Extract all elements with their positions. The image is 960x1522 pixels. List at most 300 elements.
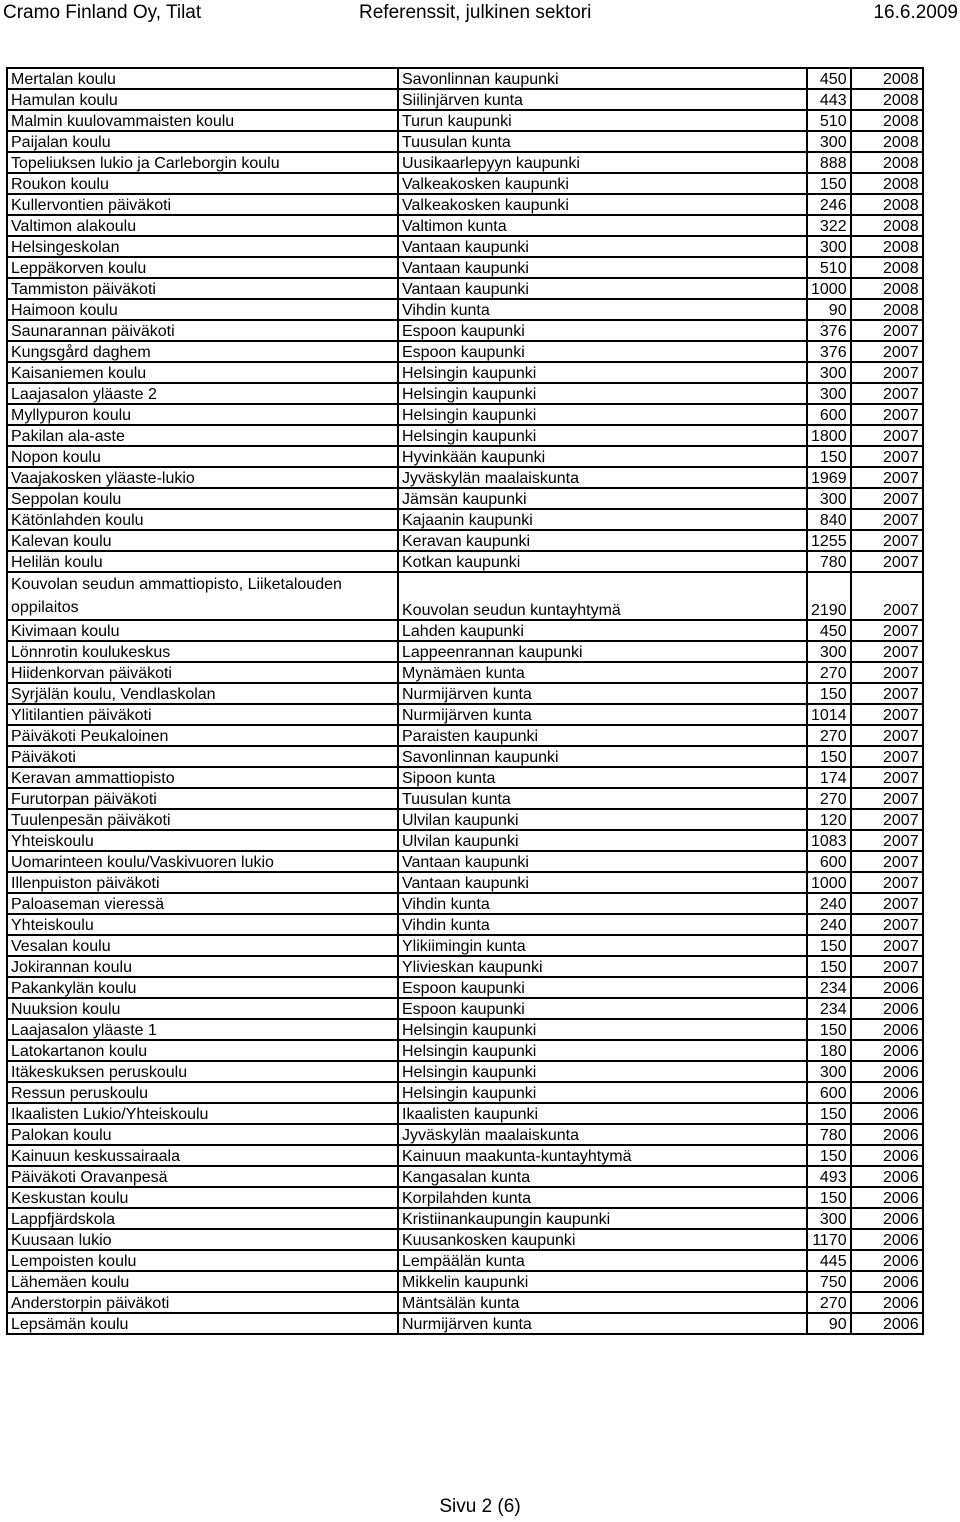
cell-year: 2007 (851, 788, 923, 809)
cell-project-name: Päiväkoti Peukaloinen (7, 725, 398, 746)
cell-size: 300 (807, 1061, 851, 1082)
cell-project-name: Paloaseman vieressä (7, 893, 398, 914)
cell-year: 2006 (851, 1019, 923, 1040)
cell-year: 2006 (851, 1313, 923, 1334)
table-row (7, 173, 923, 194)
cell-client: Helsingin kaupunki (398, 1061, 807, 1082)
cell-client: Savonlinnan kaupunki (398, 68, 807, 89)
cell-client: Ulvilan kaupunki (398, 809, 807, 830)
table-row (7, 383, 923, 404)
table-row (7, 956, 923, 977)
cell-client: Lappeenrannan kaupunki (398, 641, 807, 662)
table-row (7, 1271, 923, 1292)
cell-size: 1014 (807, 704, 851, 725)
table-row (7, 704, 923, 725)
references-table-body (7, 68, 923, 1334)
cell-project-name-line: Kouvolan seudun ammattiopisto, Liiketalouden (11, 576, 342, 593)
cell-client: Kotkan kaupunki (398, 551, 807, 572)
cell-year: 2007 (851, 425, 923, 446)
cell-year: 2006 (851, 998, 923, 1019)
cell-size: 600 (807, 851, 851, 872)
cell-year: 2006 (851, 1208, 923, 1229)
cell-project-name: Yhteiskoulu (7, 830, 398, 851)
cell-client: Vihdin kunta (398, 914, 807, 935)
table-row (7, 404, 923, 425)
cell-size: 1800 (807, 425, 851, 446)
cell-size: 150 (807, 446, 851, 467)
table-row (7, 641, 923, 662)
cell-project-name: Laajasalon yläaste 1 (7, 1019, 398, 1040)
cell-year: 2007 (851, 725, 923, 746)
cell-size: 270 (807, 788, 851, 809)
cell-client: Tuusulan kunta (398, 788, 807, 809)
cell-size: 780 (807, 1124, 851, 1145)
cell-client: Keravan kaupunki (398, 530, 807, 551)
cell-year: 2007 (851, 320, 923, 341)
cell-client: Mäntsälän kunta (398, 1292, 807, 1313)
cell-project-name: Kainuun keskussairaala (7, 1145, 398, 1166)
cell-project-name: Helilän koulu (7, 551, 398, 572)
table-row (7, 1229, 923, 1250)
cell-client: Helsingin kaupunki (398, 362, 807, 383)
cell-client: Lempäälän kunta (398, 1250, 807, 1271)
cell-size: 150 (807, 1145, 851, 1166)
table-row (7, 509, 923, 530)
cell-size: 450 (807, 68, 851, 89)
table-row (7, 152, 923, 173)
table-row (7, 467, 923, 488)
table-row (7, 1019, 923, 1040)
cell-project-name: Leppäkorven koulu (7, 257, 398, 278)
cell-size: 150 (807, 173, 851, 194)
cell-project-name: Helsingeskolan (7, 236, 398, 257)
cell-size: 180 (807, 1040, 851, 1061)
cell-size: 174 (807, 767, 851, 788)
cell-client: Espoon kaupunki (398, 977, 807, 998)
table-row (7, 788, 923, 809)
cell-client: Uusikaarlepyyn kaupunki (398, 152, 807, 173)
cell-client: Ikaalisten kaupunki (398, 1103, 807, 1124)
cell-project-name: Nuuksion koulu (7, 998, 398, 1019)
cell-size: 300 (807, 383, 851, 404)
cell-size: 240 (807, 893, 851, 914)
header-section: Referenssit, julkinen sektori (359, 2, 592, 23)
cell-year: 2007 (851, 767, 923, 788)
table-row (7, 767, 923, 788)
table-row (7, 830, 923, 851)
cell-year: 2007 (851, 446, 923, 467)
cell-project-name: Kullervontien päiväkoti (7, 194, 398, 215)
cell-size: 1083 (807, 830, 851, 851)
cell-project-name: Topeliuksen lukio ja Carleborgin koulu (7, 152, 398, 173)
cell-project-name: Seppolan koulu (7, 488, 398, 509)
cell-size: 150 (807, 956, 851, 977)
cell-size: 322 (807, 215, 851, 236)
cell-project-name: Lempoisten koulu (7, 1250, 398, 1271)
cell-client: Helsingin kaupunki (398, 404, 807, 425)
table-row (7, 446, 923, 467)
cell-size: 450 (807, 620, 851, 641)
table-row (7, 809, 923, 830)
cell-project-name: Lepsämän koulu (7, 1313, 398, 1334)
table-row (7, 872, 923, 893)
table-row (7, 68, 923, 89)
cell-client: Valkeakosken kaupunki (398, 173, 807, 194)
cell-size: 240 (807, 914, 851, 935)
cell-client: Helsingin kaupunki (398, 1019, 807, 1040)
cell-year: 2006 (851, 1229, 923, 1250)
table-row (7, 257, 923, 278)
cell-project-name: Vesalan koulu (7, 935, 398, 956)
cell-project-name: Keskustan koulu (7, 1187, 398, 1208)
cell-client: Jyväskylän maalaiskunta (398, 467, 807, 488)
cell-year: 2006 (851, 1145, 923, 1166)
table-row (7, 551, 923, 572)
cell-year: 2007 (851, 956, 923, 977)
cell-size: 300 (807, 236, 851, 257)
cell-size: 150 (807, 1187, 851, 1208)
cell-project-name: Tammiston päiväkoti (7, 278, 398, 299)
cell-client: Nurmijärven kunta (398, 1313, 807, 1334)
cell-project-name: Pakilan ala-aste (7, 425, 398, 446)
table-row (7, 362, 923, 383)
cell-client: Helsingin kaupunki (398, 1082, 807, 1103)
cell-year: 2008 (851, 173, 923, 194)
table-row (7, 851, 923, 872)
cell-size: 600 (807, 404, 851, 425)
cell-size: 443 (807, 89, 851, 110)
cell-client: Savonlinnan kaupunki (398, 746, 807, 767)
cell-year: 2006 (851, 1124, 923, 1145)
table-row (7, 320, 923, 341)
table-row (7, 1292, 923, 1313)
cell-project-name: Hamulan koulu (7, 89, 398, 110)
cell-size: 1255 (807, 530, 851, 551)
cell-size: 300 (807, 1208, 851, 1229)
cell-year: 2006 (851, 1166, 923, 1187)
cell-client: Kouvolan seudun kuntayhtymä (398, 572, 807, 620)
cell-client: Jyväskylän maalaiskunta (398, 1124, 807, 1145)
cell-size: 1000 (807, 278, 851, 299)
cell-size: 90 (807, 299, 851, 320)
cell-size: 270 (807, 725, 851, 746)
table-row (7, 194, 923, 215)
table-row (7, 1208, 923, 1229)
cell-year: 2008 (851, 236, 923, 257)
cell-year: 2007 (851, 341, 923, 362)
cell-project-name: Laajasalon yläaste 2 (7, 383, 398, 404)
cell-year: 2006 (851, 1061, 923, 1082)
cell-size: 234 (807, 998, 851, 1019)
cell-project-name: Kätönlahden koulu (7, 509, 398, 530)
cell-project-name: Mertalan koulu (7, 68, 398, 89)
cell-year: 2008 (851, 131, 923, 152)
cell-size: 300 (807, 131, 851, 152)
cell-size: 510 (807, 110, 851, 131)
table-row (7, 215, 923, 236)
table-row (7, 236, 923, 257)
cell-year: 2007 (851, 620, 923, 641)
cell-size: 1969 (807, 467, 851, 488)
cell-project-name: Malmin kuulovammaisten koulu (7, 110, 398, 131)
cell-project-name: Itäkeskuksen peruskoulu (7, 1061, 398, 1082)
cell-year: 2008 (851, 89, 923, 110)
cell-size: 120 (807, 809, 851, 830)
cell-project-name: Lappfjärdskola (7, 1208, 398, 1229)
cell-year: 2008 (851, 278, 923, 299)
cell-client: Korpilahden kunta (398, 1187, 807, 1208)
cell-project-name: Myllypuron koulu (7, 404, 398, 425)
table-row (7, 572, 923, 620)
cell-project-name: Vaajakosken yläaste-lukio (7, 467, 398, 488)
cell-project-name: Hiidenkorvan päiväkoti (7, 662, 398, 683)
cell-year: 2008 (851, 68, 923, 89)
cell-year: 2007 (851, 830, 923, 851)
cell-year: 2007 (851, 551, 923, 572)
cell-client: Siilinjärven kunta (398, 89, 807, 110)
cell-year: 2006 (851, 1103, 923, 1124)
cell-year: 2007 (851, 572, 923, 620)
cell-client: Kuusankosken kaupunki (398, 1229, 807, 1250)
cell-size: 150 (807, 935, 851, 956)
header-company: Cramo Finland Oy, Tilat (3, 2, 202, 23)
cell-client: Mikkelin kaupunki (398, 1271, 807, 1292)
cell-project-name: Yhteiskoulu (7, 914, 398, 935)
table-row (7, 530, 923, 551)
table-row (7, 110, 923, 131)
cell-size: 246 (807, 194, 851, 215)
table-row (7, 1250, 923, 1271)
cell-project-name: Päiväkoti (7, 746, 398, 767)
cell-project-name: Syrjälän koulu, Vendlaskolan (7, 683, 398, 704)
cell-size: 270 (807, 1292, 851, 1313)
cell-project-name: Kungsgård daghem (7, 341, 398, 362)
cell-project-name: Paijalan koulu (7, 131, 398, 152)
cell-size: 300 (807, 488, 851, 509)
cell-client: Turun kaupunki (398, 110, 807, 131)
cell-client: Vihdin kunta (398, 893, 807, 914)
table-row (7, 1040, 923, 1061)
cell-size: 150 (807, 1103, 851, 1124)
cell-project-name: Uomarinteen koulu/Vaskivuoren lukio (7, 851, 398, 872)
cell-project-name: Kalevan koulu (7, 530, 398, 551)
cell-project-name: Kivimaan koulu (7, 620, 398, 641)
cell-client: Kainuun maakunta-kuntayhtymä (398, 1145, 807, 1166)
cell-size: 600 (807, 1082, 851, 1103)
cell-client: Vantaan kaupunki (398, 872, 807, 893)
cell-size: 90 (807, 1313, 851, 1334)
cell-client: Vantaan kaupunki (398, 278, 807, 299)
cell-client: Tuusulan kunta (398, 131, 807, 152)
cell-client: Espoon kaupunki (398, 341, 807, 362)
cell-year: 2006 (851, 1250, 923, 1271)
table-row (7, 914, 923, 935)
cell-size: 888 (807, 152, 851, 173)
table-row (7, 278, 923, 299)
cell-project-name: Anderstorpin päiväkoti (7, 1292, 398, 1313)
page-number: Sivu 2 (6) (439, 1496, 521, 1517)
cell-project-name: Latokartanon koulu (7, 1040, 398, 1061)
table-row (7, 341, 923, 362)
cell-size: 780 (807, 551, 851, 572)
cell-year: 2007 (851, 893, 923, 914)
cell-project-name: Kuusaan lukio (7, 1229, 398, 1250)
cell-project-name: Lönnrotin koulukeskus (7, 641, 398, 662)
cell-project-name (7, 572, 398, 620)
cell-year: 2006 (851, 1187, 923, 1208)
references-table (6, 67, 924, 1335)
page-header (0, 0, 960, 30)
cell-size: 234 (807, 977, 851, 998)
cell-year: 2007 (851, 683, 923, 704)
cell-client: Vantaan kaupunki (398, 257, 807, 278)
cell-size: 300 (807, 362, 851, 383)
cell-project-name: Furutorpan päiväkoti (7, 788, 398, 809)
table-row (7, 662, 923, 683)
cell-year: 2007 (851, 467, 923, 488)
table-row (7, 1313, 923, 1334)
cell-project-name: Ressun peruskoulu (7, 1082, 398, 1103)
cell-size: 150 (807, 683, 851, 704)
cell-project-name: Ylitilantien päiväkoti (7, 704, 398, 725)
table-row (7, 488, 923, 509)
cell-client: Valtimon kunta (398, 215, 807, 236)
cell-year: 2006 (851, 1292, 923, 1313)
table-row (7, 1061, 923, 1082)
cell-year: 2007 (851, 914, 923, 935)
table-row (7, 683, 923, 704)
cell-year: 2007 (851, 530, 923, 551)
cell-project-name: Keravan ammattiopisto (7, 767, 398, 788)
table-row (7, 746, 923, 767)
cell-size: 376 (807, 341, 851, 362)
cell-year: 2007 (851, 641, 923, 662)
cell-client: Lahden kaupunki (398, 620, 807, 641)
cell-year: 2007 (851, 404, 923, 425)
cell-project-name: Jokirannan koulu (7, 956, 398, 977)
cell-size: 376 (807, 320, 851, 341)
cell-year: 2006 (851, 1082, 923, 1103)
cell-project-name: Valtimon alakoulu (7, 215, 398, 236)
cell-year: 2006 (851, 1271, 923, 1292)
cell-project-name: Kaisaniemen koulu (7, 362, 398, 383)
cell-client: Kangasalan kunta (398, 1166, 807, 1187)
cell-year: 2008 (851, 215, 923, 236)
cell-year: 2007 (851, 509, 923, 530)
cell-size: 1000 (807, 872, 851, 893)
cell-project-name: Tuulenpesän päiväkoti (7, 809, 398, 830)
cell-client: Kajaanin kaupunki (398, 509, 807, 530)
cell-client: Hyvinkään kaupunki (398, 446, 807, 467)
cell-client: Helsingin kaupunki (398, 383, 807, 404)
cell-client: Ylikiimingin kunta (398, 935, 807, 956)
header-date: 16.6.2009 (873, 2, 958, 23)
cell-size: 750 (807, 1271, 851, 1292)
cell-size: 150 (807, 1019, 851, 1040)
table-row (7, 1145, 923, 1166)
table-row (7, 299, 923, 320)
cell-size: 300 (807, 641, 851, 662)
table-row (7, 1082, 923, 1103)
cell-client: Helsingin kaupunki (398, 1040, 807, 1061)
cell-project-name: Lähemäen koulu (7, 1271, 398, 1292)
cell-year: 2007 (851, 851, 923, 872)
table-row (7, 1166, 923, 1187)
cell-year: 2006 (851, 1040, 923, 1061)
table-row (7, 425, 923, 446)
cell-client: Valkeakosken kaupunki (398, 194, 807, 215)
cell-client: Ylivieskan kaupunki (398, 956, 807, 977)
cell-client: Vantaan kaupunki (398, 236, 807, 257)
cell-client: Ulvilan kaupunki (398, 830, 807, 851)
cell-client: Vantaan kaupunki (398, 851, 807, 872)
table-row (7, 1103, 923, 1124)
cell-client: Espoon kaupunki (398, 320, 807, 341)
cell-project-name: Palokan koulu (7, 1124, 398, 1145)
cell-project-name: Roukon koulu (7, 173, 398, 194)
cell-client: Kristiinankaupungin kaupunki (398, 1208, 807, 1229)
cell-client: Helsingin kaupunki (398, 425, 807, 446)
cell-client: Vihdin kunta (398, 299, 807, 320)
cell-client: Nurmijärven kunta (398, 683, 807, 704)
cell-project-name: Illenpuiston päiväkoti (7, 872, 398, 893)
table-row (7, 893, 923, 914)
cell-year: 2007 (851, 704, 923, 725)
table-row (7, 131, 923, 152)
cell-year: 2007 (851, 383, 923, 404)
cell-client: Espoon kaupunki (398, 998, 807, 1019)
table-row (7, 725, 923, 746)
cell-project-name: Pakankylän koulu (7, 977, 398, 998)
table-row (7, 1187, 923, 1208)
cell-year: 2007 (851, 362, 923, 383)
table-row (7, 977, 923, 998)
table-row (7, 620, 923, 641)
cell-project-name-line: oppilaitos (11, 599, 79, 616)
cell-year: 2008 (851, 152, 923, 173)
cell-size: 2190 (807, 572, 851, 620)
cell-year: 2008 (851, 110, 923, 131)
cell-client: Mynämäen kunta (398, 662, 807, 683)
table-row (7, 1124, 923, 1145)
cell-year: 2007 (851, 662, 923, 683)
cell-client: Sipoon kunta (398, 767, 807, 788)
cell-year: 2007 (851, 872, 923, 893)
cell-year: 2007 (851, 809, 923, 830)
cell-year: 2007 (851, 746, 923, 767)
cell-size: 150 (807, 746, 851, 767)
cell-year: 2008 (851, 194, 923, 215)
cell-client: Nurmijärven kunta (398, 704, 807, 725)
cell-size: 270 (807, 662, 851, 683)
cell-year: 2007 (851, 935, 923, 956)
cell-size: 445 (807, 1250, 851, 1271)
cell-year: 2008 (851, 299, 923, 320)
table-row (7, 935, 923, 956)
cell-size: 510 (807, 257, 851, 278)
cell-size: 1170 (807, 1229, 851, 1250)
cell-project-name: Nopon koulu (7, 446, 398, 467)
cell-year: 2007 (851, 488, 923, 509)
cell-year: 2008 (851, 257, 923, 278)
cell-project-name: Ikaalisten Lukio/Yhteiskoulu (7, 1103, 398, 1124)
cell-project-name: Päiväkoti Oravanpesä (7, 1166, 398, 1187)
cell-size: 493 (807, 1166, 851, 1187)
cell-client: Paraisten kaupunki (398, 725, 807, 746)
table-row (7, 89, 923, 110)
cell-size: 840 (807, 509, 851, 530)
table-row (7, 998, 923, 1019)
